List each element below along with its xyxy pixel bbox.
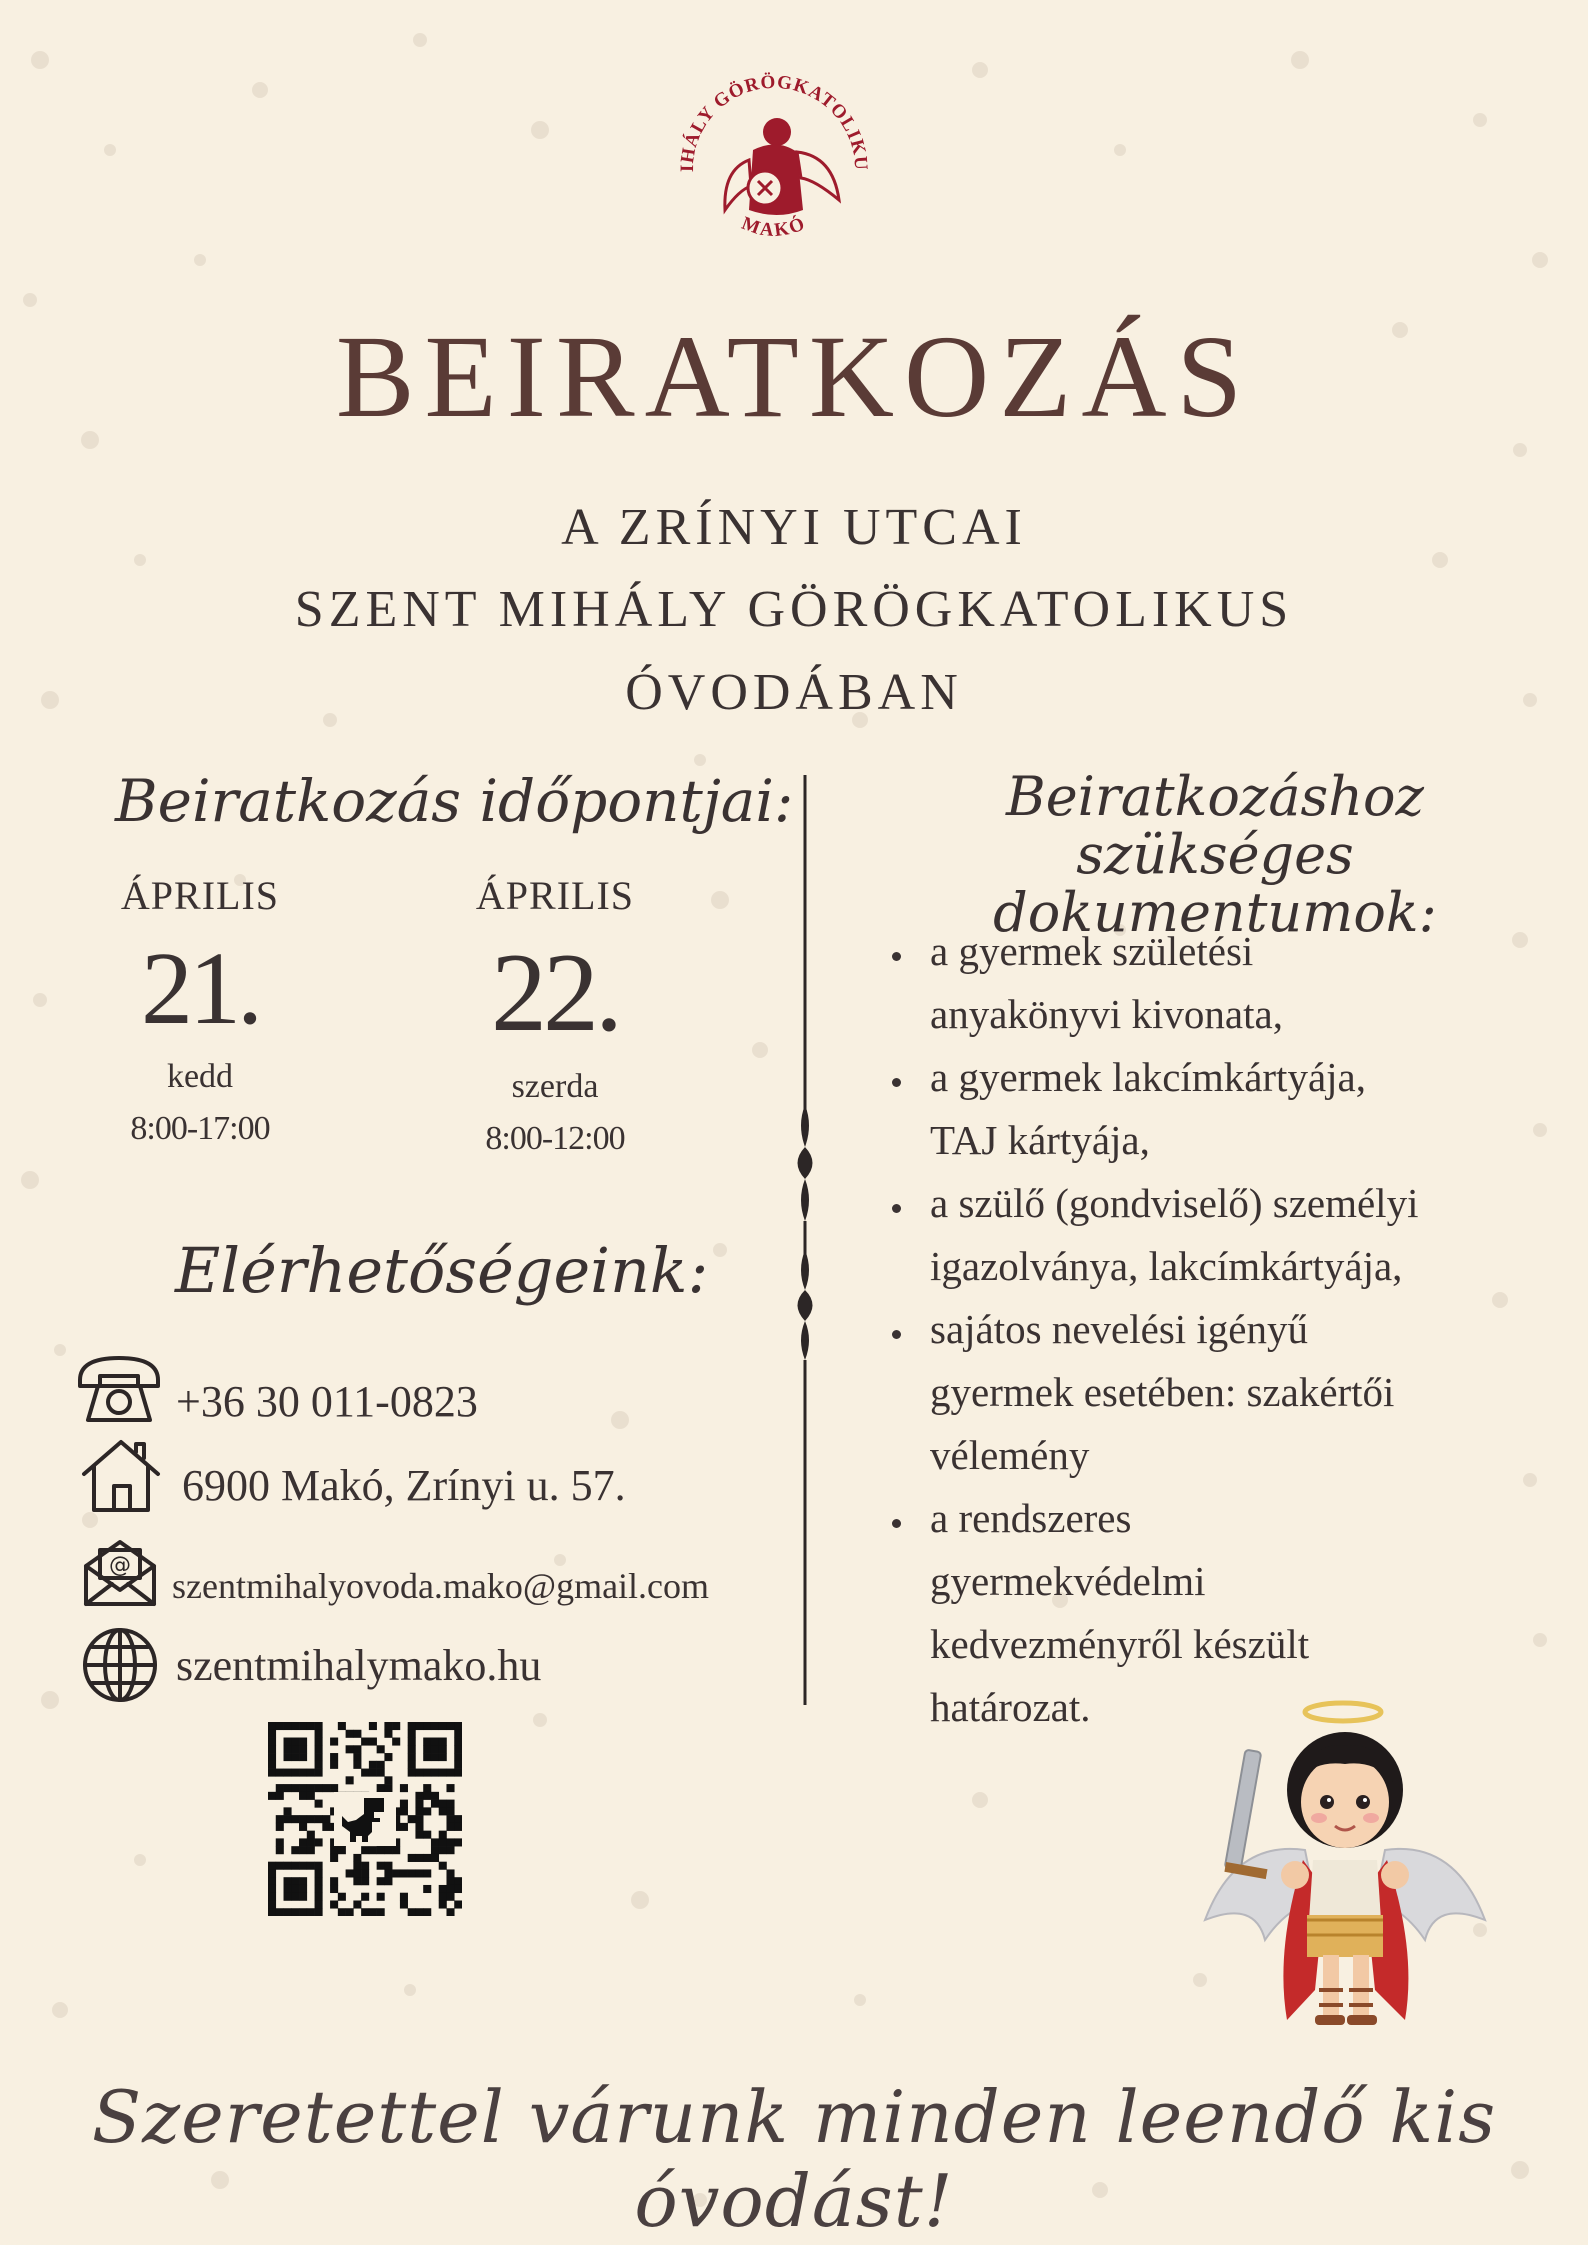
qr-module bbox=[408, 1908, 416, 1916]
qr-module bbox=[446, 1893, 454, 1901]
qr-module bbox=[284, 1862, 292, 1870]
qr-module bbox=[315, 1753, 323, 1761]
qr-module bbox=[284, 1738, 292, 1746]
qr-module bbox=[423, 1722, 431, 1730]
qr-module bbox=[446, 1838, 454, 1846]
qr-module bbox=[361, 1877, 369, 1885]
qr-module bbox=[415, 1792, 423, 1800]
qr-module bbox=[392, 1869, 400, 1877]
qr-module bbox=[454, 1753, 462, 1761]
qr-module bbox=[446, 1807, 454, 1815]
qr-module bbox=[377, 1862, 385, 1870]
qr-module bbox=[446, 1722, 454, 1730]
qr-module bbox=[276, 1722, 284, 1730]
qr-module bbox=[338, 1908, 346, 1916]
qr-module bbox=[423, 1784, 431, 1792]
qr-module bbox=[291, 1815, 299, 1823]
qr-module bbox=[361, 1869, 369, 1877]
qr-module bbox=[346, 1869, 354, 1877]
qr-module bbox=[408, 1761, 416, 1769]
documents-heading-line-1: Beiratkozáshoz szükséges bbox=[1006, 765, 1424, 886]
qr-module bbox=[400, 1823, 408, 1831]
qr-module bbox=[408, 1854, 416, 1862]
qr-module bbox=[361, 1769, 369, 1777]
qr-module bbox=[369, 1722, 377, 1730]
qr-module bbox=[423, 1738, 431, 1746]
qr-module bbox=[284, 1893, 292, 1901]
qr-module bbox=[423, 1807, 431, 1815]
qr-module bbox=[291, 1769, 299, 1777]
qr-module bbox=[400, 1807, 408, 1815]
qr-module bbox=[346, 1776, 354, 1784]
qr-module bbox=[307, 1831, 315, 1839]
qr-module bbox=[392, 1846, 400, 1854]
qr-module bbox=[361, 1846, 369, 1854]
qr-module bbox=[291, 1885, 299, 1893]
qr-module bbox=[423, 1908, 431, 1916]
qr-module bbox=[315, 1885, 323, 1893]
qr-module bbox=[315, 1877, 323, 1885]
list-item: • a gyermek születési anyakönyvi kivonata, bbox=[916, 920, 1516, 1046]
qr-module bbox=[369, 1846, 377, 1854]
qr-module bbox=[423, 1753, 431, 1761]
qr-module bbox=[439, 1846, 447, 1854]
qr-module bbox=[377, 1745, 385, 1753]
qr-module bbox=[268, 1722, 276, 1730]
angel-illustration bbox=[1195, 1690, 1495, 2055]
qr-module bbox=[268, 1893, 276, 1901]
qr-module bbox=[315, 1862, 323, 1870]
date-block-1 bbox=[70, 872, 330, 1148]
qr-module bbox=[284, 1745, 292, 1753]
qr-module bbox=[415, 1854, 423, 1862]
documents-heading-line-2: dokumentumok: bbox=[993, 881, 1437, 944]
qr-module bbox=[315, 1893, 323, 1901]
qr-module bbox=[408, 1869, 416, 1877]
subtitle-line-2: SZENT MIHÁLY GÖRÖGKATOLIKUS bbox=[294, 581, 1294, 638]
qr-module bbox=[423, 1885, 431, 1893]
qr-module bbox=[284, 1722, 292, 1730]
qr-module bbox=[299, 1823, 307, 1831]
date-month: ÁPRILIS bbox=[475, 873, 635, 918]
qr-module bbox=[415, 1815, 423, 1823]
qr-module bbox=[415, 1823, 423, 1831]
qr-module bbox=[307, 1722, 315, 1730]
qr-module bbox=[268, 1862, 276, 1870]
qr-module bbox=[315, 1784, 323, 1792]
qr-module bbox=[439, 1831, 447, 1839]
footer-slogan: Szeretettel várunk minden leendő kis óvodást! bbox=[91, 2075, 1497, 2243]
qr-module bbox=[361, 1893, 369, 1901]
qr-module bbox=[315, 1738, 323, 1746]
qr-module bbox=[384, 1846, 392, 1854]
qr-module bbox=[268, 1900, 276, 1908]
qr-module bbox=[268, 1792, 276, 1800]
qr-module bbox=[392, 1738, 400, 1746]
list-item: • a rendszeres gyermekvédelmi kedvezményről készült határozat. bbox=[916, 1487, 1516, 1739]
qr-module bbox=[353, 1862, 361, 1870]
qr-module bbox=[299, 1753, 307, 1761]
qr-module bbox=[299, 1862, 307, 1870]
qr-module bbox=[284, 1885, 292, 1893]
qr-module bbox=[384, 1862, 392, 1870]
qr-module bbox=[431, 1800, 439, 1808]
qr-module bbox=[431, 1753, 439, 1761]
qr-module bbox=[276, 1815, 284, 1823]
qr-module bbox=[299, 1846, 307, 1854]
qr-module bbox=[284, 1784, 292, 1792]
qr-module bbox=[315, 1908, 323, 1916]
qr-module bbox=[384, 1869, 392, 1877]
qr-module bbox=[377, 1908, 385, 1916]
qr-module bbox=[384, 1784, 392, 1792]
qr-module bbox=[454, 1761, 462, 1769]
globe-icon bbox=[80, 1625, 160, 1710]
qr-module bbox=[330, 1846, 338, 1854]
qr-module bbox=[423, 1869, 431, 1877]
qr-module bbox=[392, 1722, 400, 1730]
qr-module bbox=[299, 1885, 307, 1893]
qr-module bbox=[299, 1908, 307, 1916]
qr-module bbox=[338, 1722, 346, 1730]
date-block-2 bbox=[420, 872, 690, 1158]
qr-module bbox=[268, 1908, 276, 1916]
qr-module bbox=[408, 1745, 416, 1753]
qr-module bbox=[315, 1900, 323, 1908]
qr-module bbox=[322, 1823, 330, 1831]
qr-module bbox=[268, 1730, 276, 1738]
list-item: • a gyermek lakcímkártyája, TAJ kártyája, bbox=[916, 1046, 1516, 1172]
qr-module bbox=[384, 1722, 392, 1730]
qr-module bbox=[431, 1769, 439, 1777]
qr-module bbox=[315, 1800, 323, 1808]
qr-module bbox=[454, 1769, 462, 1777]
qr-module bbox=[431, 1745, 439, 1753]
qr-module bbox=[299, 1738, 307, 1746]
qr-module bbox=[330, 1761, 338, 1769]
qr-module bbox=[299, 1769, 307, 1777]
qr-module bbox=[291, 1722, 299, 1730]
qr-module bbox=[291, 1893, 299, 1901]
qr-module bbox=[276, 1823, 284, 1831]
qr-module bbox=[346, 1908, 354, 1916]
qr-module bbox=[284, 1908, 292, 1916]
qr-module bbox=[415, 1769, 423, 1777]
qr-module bbox=[446, 1846, 454, 1854]
qr-module bbox=[299, 1877, 307, 1885]
qr-module bbox=[454, 1815, 462, 1823]
qr-module bbox=[307, 1792, 315, 1800]
qr-module bbox=[408, 1730, 416, 1738]
qr-module bbox=[446, 1815, 454, 1823]
home-icon bbox=[78, 1436, 164, 1519]
qr-module bbox=[377, 1846, 385, 1854]
qr-module bbox=[315, 1838, 323, 1846]
qr-module bbox=[291, 1877, 299, 1885]
qr-module bbox=[315, 1761, 323, 1769]
documents-heading bbox=[935, 765, 1495, 944]
qr-module bbox=[291, 1846, 299, 1854]
qr-module bbox=[307, 1769, 315, 1777]
qr-module bbox=[369, 1761, 377, 1769]
qr-module bbox=[291, 1784, 299, 1792]
qr-module bbox=[439, 1753, 447, 1761]
qr-module bbox=[446, 1885, 454, 1893]
phone-number[interactable]: +36 30 011-0823 bbox=[176, 1377, 478, 1426]
qr-module bbox=[330, 1900, 338, 1908]
qr-module bbox=[276, 1846, 284, 1854]
qr-module bbox=[454, 1730, 462, 1738]
qr-module bbox=[291, 1738, 299, 1746]
qr-module bbox=[415, 1908, 423, 1916]
qr-module bbox=[353, 1869, 361, 1877]
address: 6900 Makó, Zrínyi u. 57. bbox=[182, 1461, 626, 1510]
qr-module bbox=[439, 1769, 447, 1777]
list-item: • sajátos nevelési igényű gyermek esetében: szakértői vélemény bbox=[916, 1298, 1516, 1487]
qr-module bbox=[299, 1838, 307, 1846]
qr-module bbox=[439, 1838, 447, 1846]
qr-module bbox=[299, 1722, 307, 1730]
qr-module bbox=[346, 1745, 354, 1753]
qr-module bbox=[353, 1745, 361, 1753]
qr-module bbox=[346, 1730, 354, 1738]
svg-text:MAKÓ: MAKÓ bbox=[738, 212, 810, 242]
qr-module bbox=[330, 1738, 338, 1746]
qr-module bbox=[307, 1862, 315, 1870]
qr-module bbox=[284, 1815, 292, 1823]
qr-module bbox=[454, 1823, 462, 1831]
qr-module bbox=[361, 1862, 369, 1870]
qr-module bbox=[369, 1769, 377, 1777]
qr-code[interactable] bbox=[268, 1722, 462, 1921]
qr-module bbox=[454, 1745, 462, 1753]
qr-module bbox=[408, 1738, 416, 1746]
qr-module bbox=[353, 1761, 361, 1769]
svg-text:@: @ bbox=[109, 1553, 131, 1578]
qr-module bbox=[284, 1877, 292, 1885]
qr-module bbox=[268, 1885, 276, 1893]
qr-module bbox=[353, 1730, 361, 1738]
date-weekday: szerda bbox=[511, 1068, 599, 1105]
date-day: 21. bbox=[141, 931, 259, 1046]
qr-module bbox=[291, 1908, 299, 1916]
qr-module bbox=[439, 1800, 447, 1808]
qr-module bbox=[415, 1807, 423, 1815]
qr-module bbox=[423, 1854, 431, 1862]
qr-module bbox=[322, 1815, 330, 1823]
qr-module bbox=[423, 1745, 431, 1753]
dates-heading: Beiratkozás időpontjai: bbox=[115, 767, 794, 835]
qr-module bbox=[299, 1784, 307, 1792]
qr-module bbox=[415, 1800, 423, 1808]
qr-module bbox=[361, 1908, 369, 1916]
qr-module bbox=[454, 1738, 462, 1746]
qr-module bbox=[415, 1869, 423, 1877]
qr-module bbox=[384, 1776, 392, 1784]
qr-module bbox=[315, 1730, 323, 1738]
qr-module bbox=[423, 1769, 431, 1777]
date-month: ÁPRILIS bbox=[120, 873, 280, 918]
qr-module bbox=[431, 1854, 439, 1862]
qr-module bbox=[338, 1846, 346, 1854]
qr-module bbox=[268, 1869, 276, 1877]
qr-module bbox=[446, 1869, 454, 1877]
qr-module bbox=[330, 1753, 338, 1761]
date-weekday: kedd bbox=[166, 1058, 234, 1095]
qr-module bbox=[268, 1745, 276, 1753]
qr-module bbox=[330, 1885, 338, 1893]
qr-module bbox=[276, 1862, 284, 1870]
documents-list bbox=[876, 920, 1516, 1739]
svg-text:SZENT MIHÁLY GÖRÖGKATOLIKUS ÓV: IHÁLY GÖRÖGKATOLIKU bbox=[676, 71, 872, 173]
qr-module bbox=[439, 1862, 447, 1870]
qr-module bbox=[446, 1769, 454, 1777]
qr-module bbox=[408, 1769, 416, 1777]
qr-module bbox=[377, 1784, 385, 1792]
qr-module bbox=[369, 1738, 377, 1746]
qr-module bbox=[299, 1893, 307, 1901]
qr-module bbox=[431, 1738, 439, 1746]
qr-module bbox=[315, 1722, 323, 1730]
qr-module bbox=[446, 1877, 454, 1885]
subtitle-line-1: A ZRÍNYI UTCAI bbox=[561, 499, 1027, 556]
email-link[interactable]: szentmihalyovoda.mako@gmail.com bbox=[172, 1566, 710, 1606]
qr-module bbox=[400, 1893, 408, 1901]
qr-module bbox=[299, 1745, 307, 1753]
mail-icon bbox=[82, 1536, 158, 1613]
qr-module bbox=[454, 1885, 462, 1893]
qr-module bbox=[299, 1815, 307, 1823]
qr-module bbox=[377, 1761, 385, 1769]
qr-module bbox=[268, 1753, 276, 1761]
qr-module bbox=[415, 1722, 423, 1730]
qr-module bbox=[307, 1846, 315, 1854]
qr-module bbox=[338, 1893, 346, 1901]
contacts-heading: Elérhetőségeink: bbox=[175, 1234, 709, 1307]
qr-module bbox=[353, 1877, 361, 1885]
qr-module bbox=[384, 1730, 392, 1738]
qr-module bbox=[315, 1869, 323, 1877]
qr-module bbox=[276, 1908, 284, 1916]
qr-module bbox=[408, 1722, 416, 1730]
qr-module bbox=[307, 1908, 315, 1916]
qr-module bbox=[446, 1823, 454, 1831]
vertical-divider bbox=[780, 775, 830, 1710]
qr-module bbox=[353, 1900, 361, 1908]
qr-module bbox=[431, 1722, 439, 1730]
qr-module bbox=[423, 1792, 431, 1800]
qr-module bbox=[315, 1745, 323, 1753]
date-day: 22. bbox=[491, 931, 619, 1055]
qr-module bbox=[454, 1900, 462, 1908]
school-logo bbox=[665, 60, 883, 278]
qr-module bbox=[268, 1769, 276, 1777]
qr-module bbox=[377, 1893, 385, 1901]
date-hours: 8:00-12:00 bbox=[485, 1120, 625, 1157]
qr-module bbox=[307, 1815, 315, 1823]
qr-module bbox=[446, 1784, 454, 1792]
qr-module bbox=[377, 1877, 385, 1885]
qr-module bbox=[431, 1838, 439, 1846]
qr-module bbox=[431, 1846, 439, 1854]
page-title: BEIRATKOZÁS bbox=[335, 311, 1253, 442]
qr-module bbox=[361, 1738, 369, 1746]
qr-module bbox=[415, 1831, 423, 1839]
qr-module bbox=[400, 1869, 408, 1877]
qr-module bbox=[315, 1769, 323, 1777]
qr-module bbox=[446, 1908, 454, 1916]
qr-module bbox=[307, 1838, 315, 1846]
qr-module bbox=[454, 1838, 462, 1846]
qr-module bbox=[299, 1792, 307, 1800]
qr-module bbox=[330, 1784, 338, 1792]
qr-module bbox=[276, 1769, 284, 1777]
qr-module bbox=[276, 1838, 284, 1846]
qr-module bbox=[431, 1792, 439, 1800]
qr-module bbox=[268, 1877, 276, 1885]
qr-module bbox=[408, 1815, 416, 1823]
subtitle-line-3: ÓVODÁBAN bbox=[625, 664, 963, 721]
list-item: • a szülő (gondviselő) személyi igazolványa, lakcímkártyája, bbox=[916, 1172, 1516, 1298]
qr-module bbox=[291, 1862, 299, 1870]
qr-module bbox=[439, 1745, 447, 1753]
qr-module bbox=[330, 1854, 338, 1862]
qr-module bbox=[291, 1745, 299, 1753]
qr-module bbox=[353, 1854, 361, 1862]
qr-module bbox=[315, 1815, 323, 1823]
qr-module bbox=[330, 1877, 338, 1885]
qr-module bbox=[268, 1738, 276, 1746]
qr-module bbox=[439, 1893, 447, 1901]
qr-module bbox=[439, 1807, 447, 1815]
qr-module bbox=[439, 1885, 447, 1893]
qr-module bbox=[268, 1761, 276, 1769]
qr-module bbox=[369, 1908, 377, 1916]
qr-module bbox=[291, 1753, 299, 1761]
qr-module bbox=[353, 1753, 361, 1761]
qr-module bbox=[276, 1792, 284, 1800]
qr-module bbox=[446, 1800, 454, 1808]
qr-module bbox=[384, 1753, 392, 1761]
qr-module bbox=[284, 1807, 292, 1815]
qr-module bbox=[454, 1722, 462, 1730]
qr-module bbox=[307, 1784, 315, 1792]
qr-module bbox=[439, 1900, 447, 1908]
website-link[interactable]: szentmihalymako.hu bbox=[176, 1641, 542, 1690]
qr-module bbox=[454, 1877, 462, 1885]
qr-module bbox=[400, 1800, 408, 1808]
qr-module bbox=[423, 1831, 431, 1839]
qr-module bbox=[322, 1784, 330, 1792]
qr-module bbox=[400, 1900, 408, 1908]
qr-module bbox=[439, 1738, 447, 1746]
qr-module bbox=[384, 1877, 392, 1885]
qr-module bbox=[400, 1784, 408, 1792]
qr-module bbox=[439, 1722, 447, 1730]
qr-module bbox=[408, 1753, 416, 1761]
date-hours: 8:00-17:00 bbox=[130, 1110, 270, 1147]
qr-module bbox=[377, 1769, 385, 1777]
qr-module bbox=[276, 1784, 284, 1792]
qr-module bbox=[284, 1769, 292, 1777]
qr-module bbox=[284, 1753, 292, 1761]
phone-icon bbox=[72, 1352, 167, 1432]
